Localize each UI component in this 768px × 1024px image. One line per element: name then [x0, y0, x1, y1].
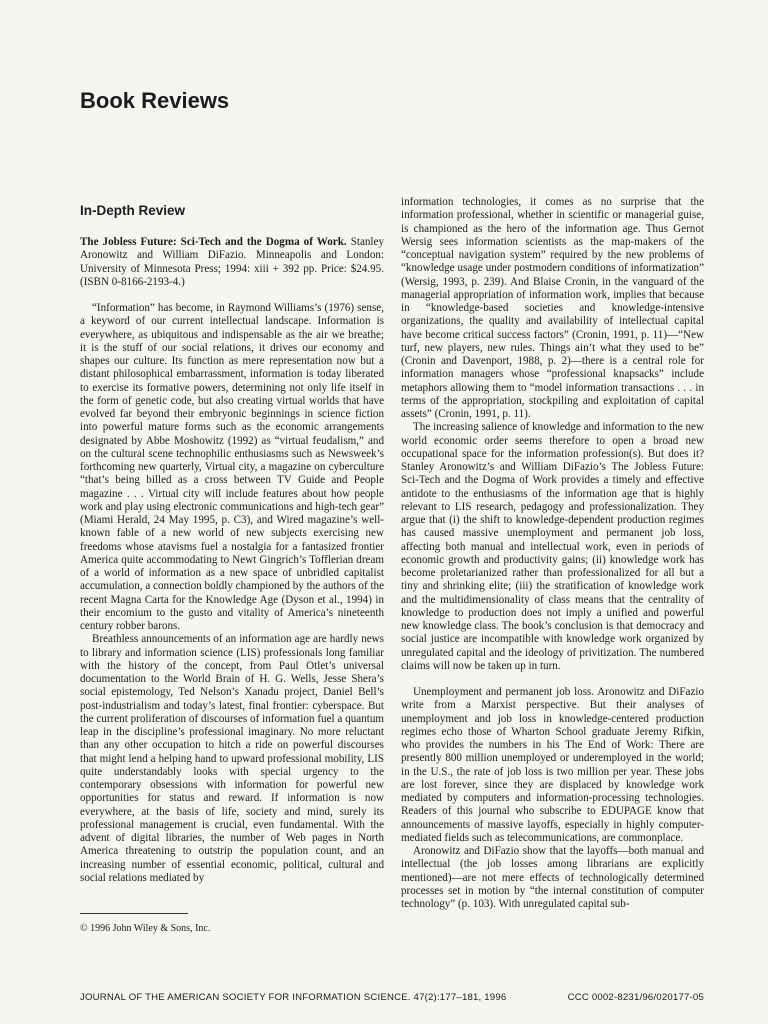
paragraph: Unemployment and permanent job loss. Aronowitz and DiFazio write from a Marxist perspective. But their analyses of unemployment and job loss in knowledge-centered production regimes echo those of Wharton School graduate Jeremy Rifkin, who provides the numbers in his The End of Work: There are presently 800 million unemployed or underemployed in the world; in the U.S., the rate of job loss is two million per year. These jobs are lost forever, since they are displaced by knowledge work mediated by computers and information-processing technologies. Readers of this journal who subscribe to EDUPAGE know that announcements of massive layoffs, especially in highly computer-mediated fields such as telecommunications, are commonplace.	[401, 686, 704, 844]
paragraph: Aronowitz and DiFazio show that the layoffs—both manual and intellectual (the job losses among librarians are explicitly mentioned)—are not mere effects of technologically determined processes set in motion by “the internal constitution of computer technology” (p. 103). With unregulated capital sub-	[401, 845, 704, 910]
left-column	[80, 196, 384, 885]
book-citation	[80, 236, 384, 289]
ccc-code: CCC 0002-8231/96/020177-05	[567, 992, 704, 1003]
paragraph: information technologies, it comes as no surprise that the information professional, whether in scientific or managerial guise, is championed as the hero of the information age. Thus Gernot Wersig sees information scientists as the map-makers of the “conceptual navigation system” required by the new problems of “knowledge usage under postmodern conditions of informatization” (Wersig, 1993, p. 239). And Blaise Cronin, in the vanguard of the managerial appropriation of information work, implies that because in “knowledge-based societies and knowledge-intensive organizations, the quality and availability of intellectual capital have become critical success factors” (Cronin, 1991, p. 11)—“New turf, new players, new rules. Things ain’t what they used to be” (Cronin and Davenport, 1988, p. 2)—there is a central role for information managers whose “professional knapsacks” include metaphors allowing them to “model information transactions . . . in terms of the appropriation, stockpiling and exploitation of capital assets” (Cronin, 1991, p. 11).	[401, 196, 704, 420]
paragraph: The increasing salience of knowledge and information to the new world economic order seems therefore to open a broad new occupational space for the information profession(s). But does it? Stanley Aronowitz’s and William DiFazio’s The Jobless Future: Sci-Tech and the Dogma of Work provides a timely and effective antidote to the enthusiasms of the information age that is highly relevant to LIS research, pedagogy and professionalization. They argue that (i) the shift to knowledge-dependent production regimes has caused massive unemployment and permanent job loss, affecting both manual and intellectual work, even in periods of economic growth and productivity gains; (ii) knowledge work has become proletarianized rather than professionalized for all but a tiny and shrinking elite; (iii) the stratification of knowledge work and the multidimensionality of class means that the centrality of knowledge to production does not imply a unified and powerful new knowledge class. The book’s conclusion is that democracy and social justice are incompatible with knowledge work organized by unregulated capital and the ideology of privitization. The numbered claims will now be taken up in turn.	[401, 421, 704, 672]
book-details: Stanley Aronowitz and William DiFazio. Minneapolis and London: University of Minnesota Press; 1994: xiii + 392 pp. Price: $24.95. (ISBN 0-8166-2193-4.)	[80, 236, 384, 288]
page-footer	[80, 992, 704, 1003]
section-heading: In-Depth Review	[80, 203, 186, 218]
paragraph: “Information” has become, in Raymond Williams’s (1976) sense, a keyword of our current intellectual landscape. Information is everywhere, as ubiquitous and indispensable as the air we breathe; it is the stuff of our social relations, it drives our economy and shapes our culture. Its function as mere representation now but a distant philosophical embarrassment, information is today liberated to exercise its formative powers, determining not only life itself in the form of genetic code, but also creating virtual worlds that have evolved far beyond their embryonic beginnings in science fiction into powerful mature forms such as the economic arrangements designated by Abbe Moshowitz (1992) as “virtual feudalism,” and on the cultural scene technophilic enthusiasms such as Newsweek’s forthcoming new quarterly, Virtual city, a magazine on cyberculture “that’s being billed as a cross between TV Guide and People magazine . . . Virtual city will include features about how people work and play using electronic communications and high-tech gear” (Miami Herald, 24 May 1995, p. C3), and Wired magazine’s well-known fable of a new world of new subjects exercising new freedoms whose atavisms fuel a nostalgia for a fantasized frontier America quite accommodating to Newt Gingrich’s Tofflerian dream of a world of information as a new space of unbridled capitalist accumulation, a connection boldly championed by the authors of the recent Magna Carta for the Knowledge Age (Dyson et al., 1994) in their encomium to the gusto and vitality of America’s nineteenth century robber barons.	[80, 302, 384, 632]
book-title: The Jobless Future: Sci-Tech and the Dogma of Work.	[80, 236, 347, 248]
paragraph: Breathless announcements of an information age are hardly news to library and information science (LIS) professionals long familiar with the history of the concept, from Paul Otlet’s universal documentation to the World Brain of H. G. Wells, Jesse Shera’s social epistemology, Ted Nelson’s Xanadu project, Daniel Bell’s post-industrialism and today’s latest, final frontier: cyberspace. But the current proliferation of discourses of information fuel a quantum leap in the discipline’s professional imaginary. No more reluctant than any other occupation to hitch a ride on powerful discourses that might lend a helping hand to upward professional mobility, LIS quite understandably looks with special urgency to the contemporary obsessions with information for powerful new opportunities for status and reward. If information is now everywhere, at the basis of life, society and mind, surely its professional management is crucial, even fundamental. With the advent of digital libraries, the number of Web pages in North America threatening to outstrip the population count, and an increasing number of essential economic, political, cultural and social relations mediated by	[80, 633, 384, 884]
footnote-divider	[80, 913, 188, 914]
page-title: Book Reviews	[80, 88, 230, 113]
right-column	[401, 196, 704, 911]
journal-citation: JOURNAL OF THE AMERICAN SOCIETY FOR INFORMATION SCIENCE. 47(2):177–181, 1996	[80, 992, 507, 1003]
copyright-footnote: © 1996 John Wiley & Sons, Inc.	[80, 923, 211, 934]
